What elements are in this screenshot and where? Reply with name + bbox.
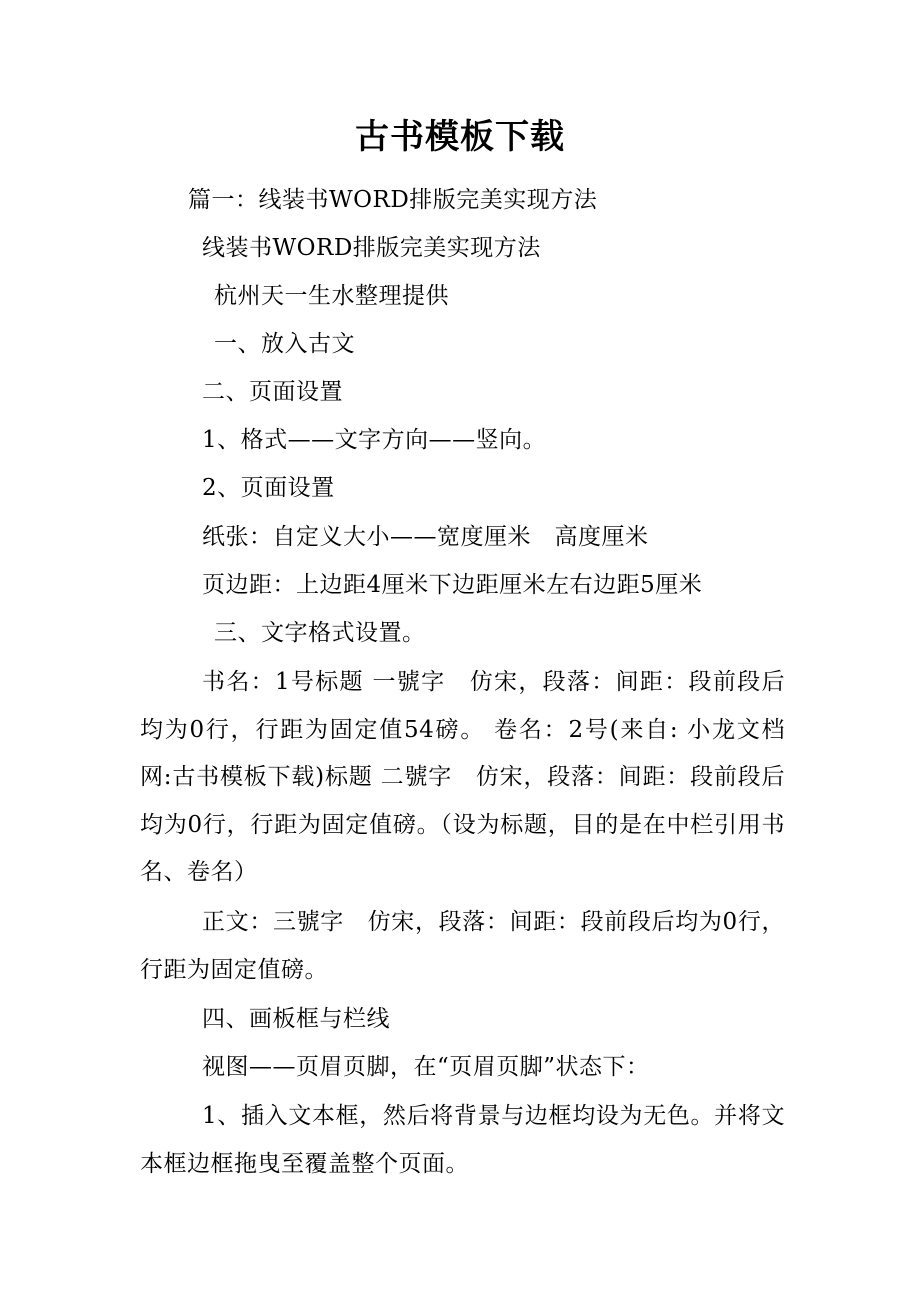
body-format-paragraph: 正文：三號字 仿宋，段落：间距：段前段后均为0行，行距为固定值磅。: [140, 909, 785, 983]
header-footer-line: 视图——页眉页脚，在“页眉页脚”状态下：: [202, 1054, 650, 1080]
format-step-line: 1、格式——文字方向——竖向。: [202, 427, 547, 453]
heading-step-2: 二、页面设置: [202, 379, 343, 405]
subtitle-line: 线装书WORD排版完美实现方法: [202, 235, 541, 261]
paper-size-line: 纸张：自定义大小——宽度厘米 高度厘米: [202, 524, 649, 550]
page-setup-step-line: 2、页面设置: [202, 475, 335, 501]
textbox-instruction-paragraph: 1、插入文本框，然后将背景与边框均设为无色。并将文本框边框拖曳至覆盖整个页面。: [140, 1103, 785, 1177]
section-heading-part-one: 篇一：线装书WORD排版完美实现方法: [188, 187, 598, 213]
document-title: 古书模板下载: [355, 117, 565, 157]
heading-step-4: 四、画板框与栏线: [202, 1006, 390, 1032]
margins-line: 页边距：上边距4厘米下边距厘米左右边距5厘米: [202, 572, 703, 598]
source-credit-line: 杭州天一生水整理提供: [214, 283, 449, 309]
heading-step-1: 一、放入古文: [214, 331, 355, 357]
heading-step-3: 三、文字格式设置。: [214, 620, 426, 646]
title-format-paragraph: 书名：1号标题 一號字 仿宋，段落：间距：段前段后均为0行，行距为固定值54磅。 卷名：2号(来自: 小龙文档 网:古书模板下载)标题 二號字 仿宋，段落：间距：段前段后均为0行，行距为固定值磅。（设为标题，目的是在中栏引用书名、卷名）: [140, 669, 785, 885]
